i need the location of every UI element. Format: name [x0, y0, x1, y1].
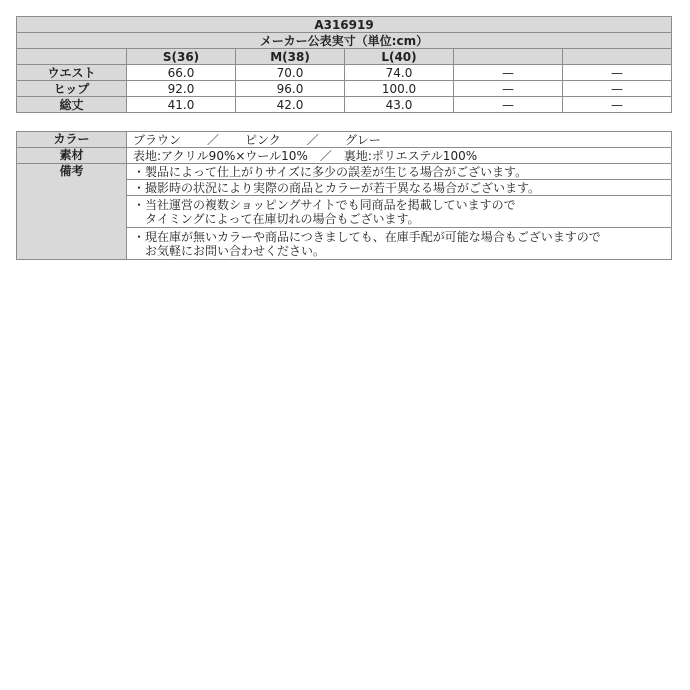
note-item — [127, 164, 672, 180]
hip-row — [17, 81, 672, 97]
hip-5: — — [563, 81, 672, 97]
note-line: ・撮影時の状況により実際の商品とカラーが若干異なる場合がございます。 — [133, 180, 541, 195]
hip-s: 92.0 — [127, 81, 236, 97]
note-item — [127, 196, 672, 228]
size-header-s: S(36) — [127, 49, 236, 65]
material-row — [17, 148, 672, 164]
size-header-5 — [563, 49, 672, 65]
color-label: カラー — [17, 132, 127, 148]
waist-label: ウエスト — [17, 65, 127, 81]
hip-4: — — [454, 81, 563, 97]
color-separator: ／ — [207, 132, 220, 147]
size-header-m: M(38) — [236, 49, 345, 65]
size-table — [16, 16, 672, 113]
size-header-row — [17, 49, 672, 65]
note-line: お気軽にお問い合わせください。 — [133, 243, 326, 258]
material-label: 素材 — [17, 148, 127, 164]
material-value: 表地:アクリル90%×ウール10% ／ 裏地:ポリエステル100% — [127, 148, 672, 164]
size-caption: メーカー公表実寸（単位:cm） — [17, 33, 672, 49]
color-item: ピンク — [245, 132, 281, 147]
length-label: 総丈 — [17, 97, 127, 113]
note-item — [127, 228, 672, 260]
color-item: ブラウン — [133, 132, 182, 147]
hip-m: 96.0 — [236, 81, 345, 97]
length-4: — — [454, 97, 563, 113]
waist-l: 74.0 — [345, 65, 454, 81]
notes-row-1 — [17, 164, 672, 180]
waist-m: 70.0 — [236, 65, 345, 81]
length-5: — — [563, 97, 672, 113]
notes-label: 備考 — [17, 164, 127, 260]
size-header-blank — [17, 49, 127, 65]
size-header-l: L(40) — [345, 49, 454, 65]
product-code: A316919 — [17, 17, 672, 33]
length-m: 42.0 — [236, 97, 345, 113]
note-line: ・現在庫が無いカラーや商品につきましても、在庫手配が可能な場合もございますので — [133, 229, 601, 244]
waist-5: — — [563, 65, 672, 81]
note-line: タイミングによって在庫切れの場合もございます。 — [133, 211, 420, 226]
length-s: 41.0 — [127, 97, 236, 113]
color-row — [17, 132, 672, 148]
color-separator: ／ — [306, 132, 319, 147]
size-header-4 — [454, 49, 563, 65]
color-value — [127, 132, 672, 148]
note-item — [127, 180, 672, 196]
waist-4: — — [454, 65, 563, 81]
product-info-table — [16, 131, 672, 260]
waist-s: 66.0 — [127, 65, 236, 81]
waist-row — [17, 65, 672, 81]
hip-label: ヒップ — [17, 81, 127, 97]
note-line: ・当社運営の複数ショッピングサイトでも同商品を掲載していますので — [133, 197, 516, 212]
length-l: 43.0 — [345, 97, 454, 113]
length-row — [17, 97, 672, 113]
note-line: ・製品によって仕上がりサイズに多少の誤差が生じる場合がございます。 — [133, 164, 528, 179]
color-item: グレー — [344, 132, 381, 147]
hip-l: 100.0 — [345, 81, 454, 97]
